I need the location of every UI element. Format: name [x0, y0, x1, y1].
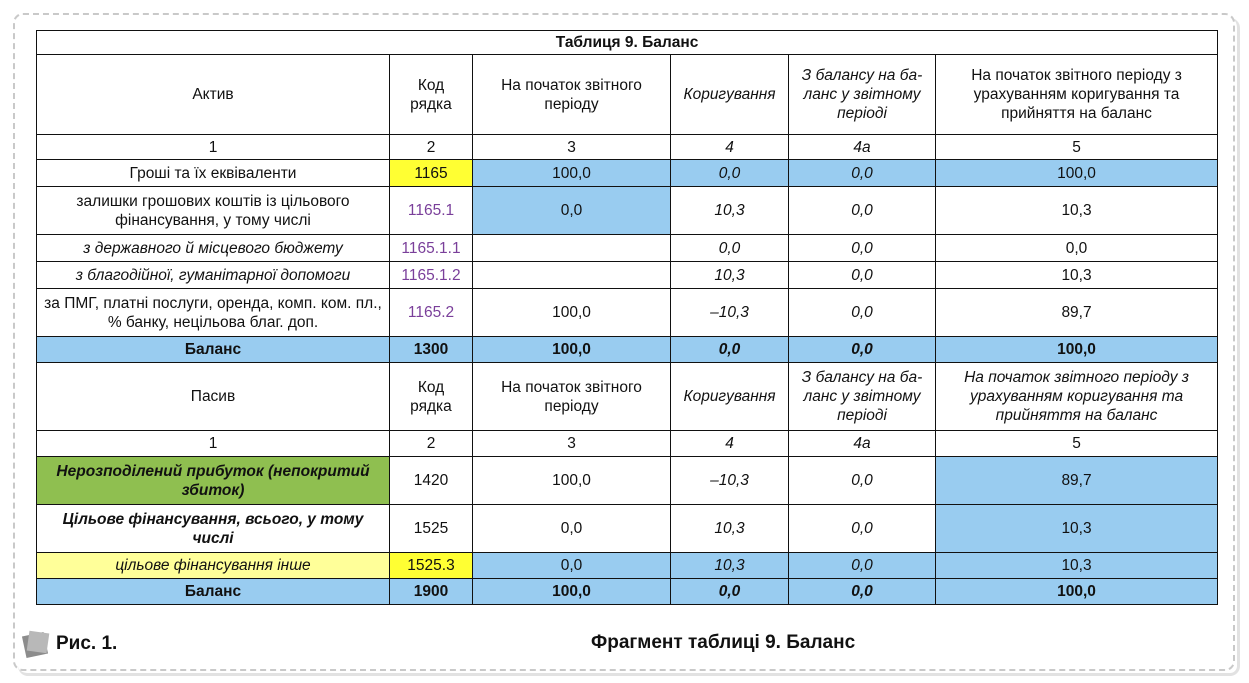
row-start: 0,0	[473, 505, 671, 553]
row-start	[473, 262, 671, 289]
balance-table	[36, 30, 1218, 605]
header-code: Код рядка	[390, 363, 473, 431]
col-number: 1	[37, 135, 390, 160]
row-name: Цільове фінансування, всього, у тому числі	[37, 505, 390, 553]
header-adjustment: Коригування	[671, 55, 789, 135]
row-adjusted: 0,0	[936, 235, 1218, 262]
row-code: 1420	[390, 457, 473, 505]
col-number: 1	[37, 431, 390, 457]
header-adjusted-start: На початок звітного періоду з урахуванням коригування та прийняття на баланс	[936, 55, 1218, 135]
row-start	[473, 235, 671, 262]
total-code: 1900	[390, 579, 473, 605]
row-from-balance: 0,0	[789, 235, 936, 262]
row-code: 1525.3	[390, 553, 473, 579]
row-adjusted: 10,3	[936, 187, 1218, 235]
header-from-balance: З балансу на ба-лaнс у звітному періоді	[789, 55, 936, 135]
total-start: 100,0	[473, 337, 671, 363]
row-adjustment: 10,3	[671, 262, 789, 289]
col-number: 2	[390, 135, 473, 160]
row-name: цільове фінансування інше	[37, 553, 390, 579]
row-from-balance: 0,0	[789, 289, 936, 337]
row-code: 1165.1.1	[390, 235, 473, 262]
row-start: 100,0	[473, 289, 671, 337]
row-name: з благодійної, гуманітарної допомоги	[37, 262, 390, 289]
row-adjusted: 89,7	[936, 457, 1218, 505]
row-from-balance: 0,0	[789, 553, 936, 579]
total-code: 1300	[390, 337, 473, 363]
row-adjustment: 10,3	[671, 505, 789, 553]
row-adjustment: 10,3	[671, 553, 789, 579]
total-adjusted: 100,0	[936, 579, 1218, 605]
table-row	[37, 505, 1218, 553]
table-row	[37, 553, 1218, 579]
row-name: Гроші та їх еквіваленти	[37, 160, 390, 187]
table-title-row	[37, 31, 1218, 55]
row-start: 100,0	[473, 160, 671, 187]
row-adjusted: 100,0	[936, 160, 1218, 187]
row-start: 0,0	[473, 187, 671, 235]
row-code: 1165.1.2	[390, 262, 473, 289]
row-adjusted: 10,3	[936, 553, 1218, 579]
row-adjustment: –10,3	[671, 457, 789, 505]
table-row	[37, 457, 1218, 505]
row-from-balance: 0,0	[789, 505, 936, 553]
header-adjustment: Коригування	[671, 363, 789, 431]
total-adjusted: 100,0	[936, 337, 1218, 363]
row-from-balance: 0,0	[789, 160, 936, 187]
row-code: 1165	[390, 160, 473, 187]
header-asset: Актив	[37, 55, 390, 135]
col-number: 2	[390, 431, 473, 457]
row-adjustment: –10,3	[671, 289, 789, 337]
row-name: Нерозподілений прибуток (непокритий збиток)	[37, 457, 390, 505]
row-adjusted: 89,7	[936, 289, 1218, 337]
col-number: 4	[671, 431, 789, 457]
total-from-balance: 0,0	[789, 579, 936, 605]
table-row	[37, 235, 1218, 262]
total-adjustment: 0,0	[671, 337, 789, 363]
asset-numbering-row	[37, 135, 1218, 160]
col-number: 4	[671, 135, 789, 160]
total-name: Баланс	[37, 579, 390, 605]
row-adjustment: 0,0	[671, 235, 789, 262]
table-row	[37, 160, 1218, 187]
col-number: 4а	[789, 135, 936, 160]
asset-total-row	[37, 337, 1218, 363]
table-row	[37, 289, 1218, 337]
row-code: 1165.2	[390, 289, 473, 337]
row-code: 1165.1	[390, 187, 473, 235]
row-code: 1525	[390, 505, 473, 553]
figure-caption: Фрагмент таблиці 9. Баланс	[591, 632, 856, 653]
figure-label	[22, 630, 117, 658]
header-liability: Пасив	[37, 363, 390, 431]
header-adjusted-start: На початок звітного періоду з урахуванням коригування та прийняття на баланс	[936, 363, 1218, 431]
row-name: залишки грошових коштів із цільового фінансування, у тому числі	[37, 187, 390, 235]
header-start-period: На початок звітного періоду	[473, 363, 671, 431]
liability-numbering-row	[37, 431, 1218, 457]
row-adjusted: 10,3	[936, 262, 1218, 289]
total-start: 100,0	[473, 579, 671, 605]
liability-total-row	[37, 579, 1218, 605]
row-adjustment: 0,0	[671, 160, 789, 187]
total-name: Баланс	[37, 337, 390, 363]
header-start-period: На початок звітного періоду	[473, 55, 671, 135]
figure-number: Рис. 1.	[56, 633, 118, 654]
asset-header-row	[37, 55, 1218, 135]
col-number: 3	[473, 135, 671, 160]
row-start: 0,0	[473, 553, 671, 579]
row-adjustment: 10,3	[671, 187, 789, 235]
row-from-balance: 0,0	[789, 187, 936, 235]
col-number: 5	[936, 135, 1218, 160]
table-title: Таблиця 9. Баланс	[37, 31, 1218, 55]
col-number: 5	[936, 431, 1218, 457]
row-from-balance: 0,0	[789, 262, 936, 289]
row-name: з державного й місцевого бюджету	[37, 235, 390, 262]
header-from-balance: З балансу на ба-лaнс у звітному періоді	[789, 363, 936, 431]
total-adjustment: 0,0	[671, 579, 789, 605]
header-code: Код рядка	[390, 55, 473, 135]
table-row	[37, 187, 1218, 235]
total-from-balance: 0,0	[789, 337, 936, 363]
row-start: 100,0	[473, 457, 671, 505]
col-number: 4а	[789, 431, 936, 457]
row-name: за ПМГ, платні послуги, оренда, комп. ком. пл., % банку, нецільова благ. доп.	[37, 289, 390, 337]
row-adjusted: 10,3	[936, 505, 1218, 553]
table-row	[37, 262, 1218, 289]
figure-marker-icon	[22, 630, 50, 658]
liability-header-row	[37, 363, 1218, 431]
row-from-balance: 0,0	[789, 457, 936, 505]
col-number: 3	[473, 431, 671, 457]
